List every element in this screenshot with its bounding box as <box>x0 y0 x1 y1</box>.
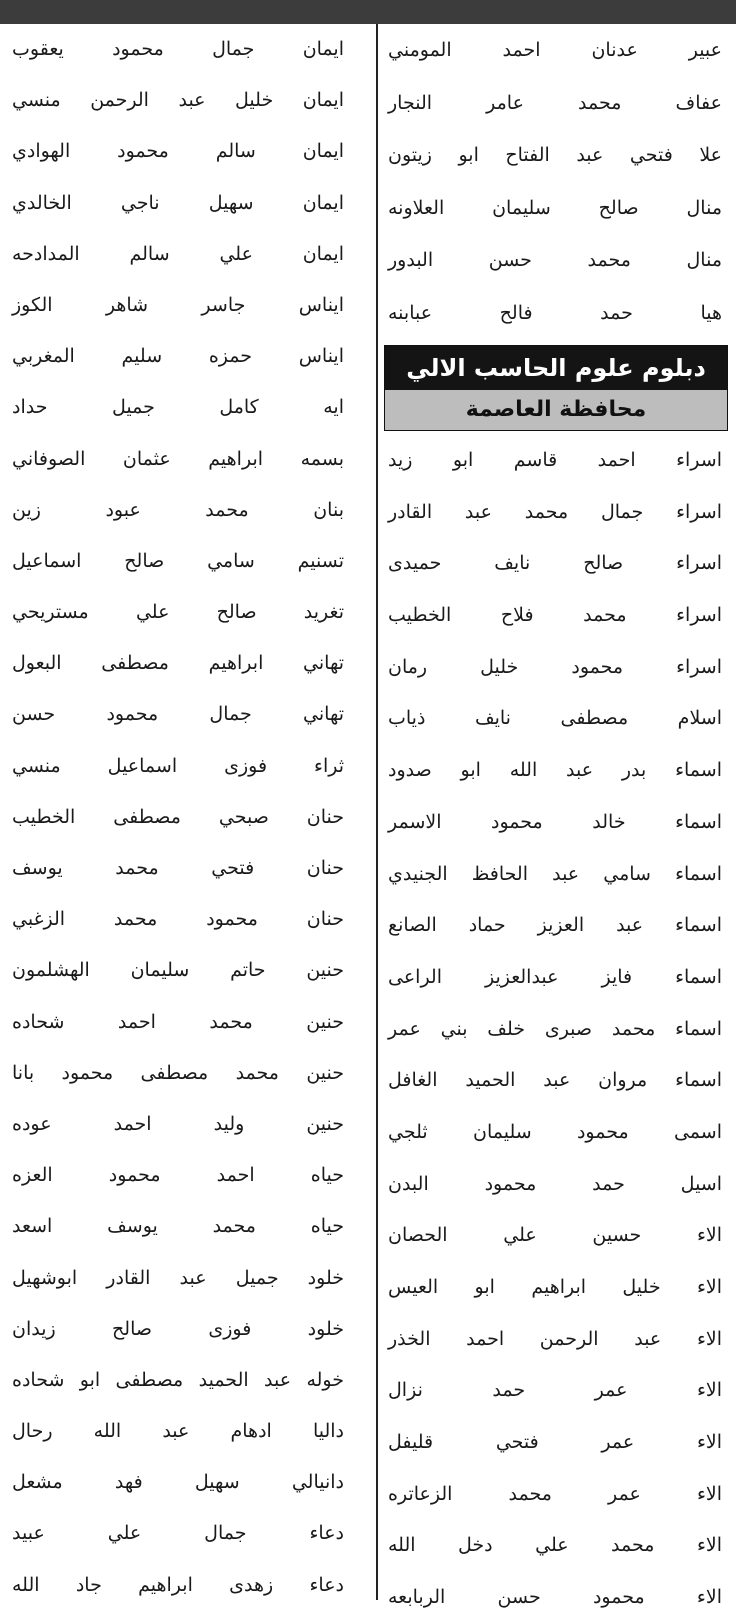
name-row: تغريد صالح علي مستريحي <box>12 601 344 624</box>
name-row: دعاء زهدى ابراهيم جاد الله <box>12 1573 344 1596</box>
name-row: تسنيم سامي صالح اسماعيل <box>12 549 344 572</box>
name-row: حنين محمد مصطفى محمود بانا <box>12 1061 344 1084</box>
name-row: علا فتحي عبد الفتاح ابو زيتون <box>388 144 722 166</box>
name-row: تهاني ابراهيم مصطفى البعول <box>12 652 344 675</box>
name-row: ايه كامل جميل حداد <box>12 396 344 419</box>
name-row: اسراء احمد قاسم ابو زيد <box>388 449 722 471</box>
name-row: عفاف محمد عامر النجار <box>388 91 722 114</box>
name-row: اسمى محمود سليمان ثلجي <box>388 1120 722 1143</box>
name-row: بسمه ابراهيم عثمان الصوفاني <box>12 447 344 470</box>
name-row: ايمان علي سالم المدادحه <box>12 242 344 265</box>
name-row: ايناس جاسر شاهر الكوز <box>12 293 344 316</box>
name-row: الاء محمد علي دخل الله <box>388 1534 722 1557</box>
newspaper-page <box>0 24 736 1609</box>
right-top-name-list <box>378 24 736 339</box>
right-column <box>376 24 736 1609</box>
name-row: حياه احمد محمود العزه <box>12 1164 344 1187</box>
name-row: ايمان سالم محمود الهوادي <box>12 140 344 163</box>
section-title: دبلوم علوم الحاسب الالي <box>385 346 727 390</box>
name-row: ثراء فوزى اسماعيل منسي <box>12 754 344 777</box>
name-row: الاء خليل ابراهيم ابو العيس <box>388 1276 722 1298</box>
name-row: منال محمد حسن البدور <box>388 249 722 271</box>
name-row: حنين وليد احمد عوده <box>12 1112 344 1135</box>
name-row: الاء عمر محمد الزعاتره <box>388 1482 722 1505</box>
name-row: الاء عمر فتحي قليفل <box>388 1431 722 1454</box>
name-row: الاء حسين علي الحصان <box>388 1224 722 1247</box>
name-row: اسماء سامي عبد الحافظ الجنيدي <box>388 862 722 885</box>
name-row: بنان محمد عبود زين <box>12 498 344 521</box>
name-row: ايمان سهيل ناجي الخالدي <box>12 191 344 214</box>
section-subtitle: محافظة العاصمة <box>385 390 727 430</box>
name-row: حنان فتحي محمد يوسف <box>12 857 344 879</box>
name-row: ايمان خليل عبد الرحمن منسي <box>12 89 344 112</box>
left-column <box>0 24 360 1600</box>
name-row: هيا حمد فالح عبابنه <box>388 301 722 324</box>
name-row: حنان محمود محمد الزغبي <box>12 908 344 931</box>
name-row: حنين محمد احمد شحاده <box>12 1010 344 1033</box>
name-row: اسراء محمد فلاح الخطيب <box>388 604 722 627</box>
name-row: خلود جميل عبد القادر ابوشهيل <box>12 1266 344 1289</box>
name-row: اسراء محمود خليل رمان <box>388 655 722 678</box>
section-header <box>384 345 728 431</box>
name-row: اسماء بدر عبد الله ابو صدود <box>388 759 722 782</box>
name-row: دعاء جمال علي عبيد <box>12 1522 344 1545</box>
name-row: اسماء خالد محمود الاسمر <box>388 810 722 833</box>
name-row: اسراء صالح نايف حميدى <box>388 552 722 575</box>
top-bar <box>0 0 736 24</box>
name-row: ايناس حمزه سليم المغربي <box>12 345 344 368</box>
name-row: عبير عدنان احمد المومني <box>388 39 722 61</box>
name-row: الاء عمر حمد نزال <box>388 1379 722 1402</box>
right-bottom-name-list <box>378 435 736 1624</box>
name-row: ايمان جمال محمود يعقوب <box>12 38 344 60</box>
name-row: حنين حاتم سليمان الهشلمون <box>12 959 344 982</box>
name-row: اسلام مصطفى نايف ذياب <box>388 707 722 730</box>
name-row: اسراء جمال محمد عبد القادر <box>388 500 722 523</box>
name-row: اسماء عبد العزيز حماد الصانع <box>388 914 722 937</box>
left-name-list <box>0 24 360 1611</box>
name-row: خوله عبد الحميد مصطفى ابو شحاده <box>12 1368 344 1391</box>
name-row: حنان صبحي مصطفى الخطيب <box>12 805 344 828</box>
name-row: داليا ادهام عبد الله رحال <box>12 1420 344 1443</box>
name-row: اسماء مروان عبد الحميد الغافل <box>388 1069 722 1092</box>
name-row: اسماء فايز عبدالعزيز الراعى <box>388 965 722 988</box>
name-row: حياه محمد يوسف اسعد <box>12 1215 344 1238</box>
name-row: منال صالح سليمان العلاونه <box>388 196 722 219</box>
name-row: تهاني جمال محمود حسن <box>12 703 344 726</box>
name-row: اسماء محمد صبرى خلف بني عمر <box>388 1017 722 1040</box>
name-row: الاء محمود حسن الربابعه <box>388 1586 722 1609</box>
name-row: دانيالي سهيل فهد مشعل <box>12 1471 344 1494</box>
name-row: خلود فوزى صالح زيدان <box>12 1317 344 1340</box>
name-row: الاء عبد الرحمن احمد الخذر <box>388 1327 722 1350</box>
name-row: اسيل حمد محمود البدن <box>388 1172 722 1195</box>
